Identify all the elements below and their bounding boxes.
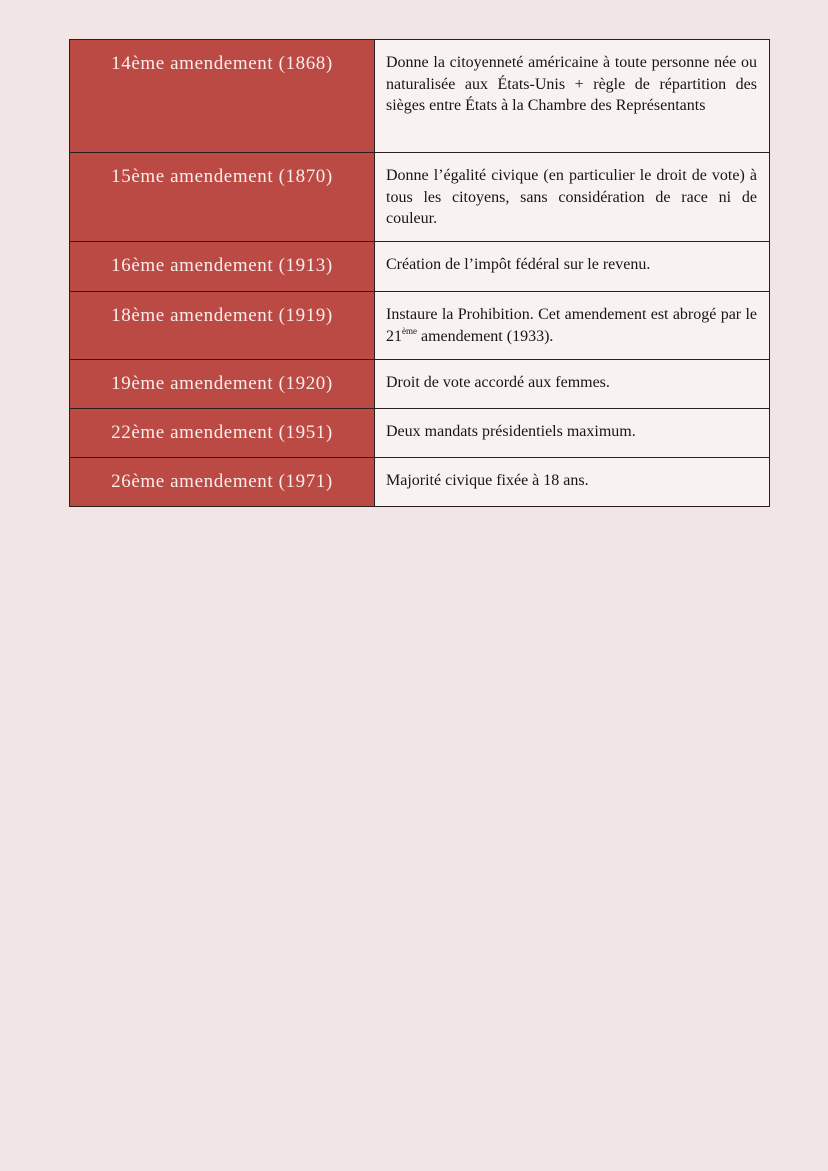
amendment-description: Droit de vote accordé aux femmes. bbox=[375, 360, 770, 409]
amendment-title: 19ème amendement (1920) bbox=[70, 360, 375, 409]
amendment-description: Donne la citoyenneté américaine à toute personne née ou naturalisée aux États-Unis + règle de répartition des sièges entre États à la Chambre des Représentants bbox=[375, 40, 770, 153]
amendment-title: 22ème amendement (1951) bbox=[70, 409, 375, 458]
amendment-description: Majorité civique fixée à 18 ans. bbox=[375, 458, 770, 507]
description-text: Instaure la Prohibition. Cet amendement est abrogé par le 21 bbox=[386, 306, 757, 345]
amendment-title: 18ème amendement (1919) bbox=[70, 292, 375, 360]
amendment-title: 14ème amendement (1868) bbox=[70, 40, 375, 153]
table-row bbox=[70, 292, 770, 360]
table-row bbox=[70, 153, 770, 242]
amendment-description: Création de l’impôt fédéral sur le revenu. bbox=[375, 242, 770, 292]
table-row bbox=[70, 242, 770, 292]
ordinal-suffix: ème bbox=[402, 325, 417, 336]
amendments-table bbox=[69, 39, 770, 507]
amendment-title: 15ème amendement (1870) bbox=[70, 153, 375, 242]
amendment-title: 26ème amendement (1971) bbox=[70, 458, 375, 507]
amendment-description bbox=[375, 292, 770, 360]
description-text: amendement (1933). bbox=[417, 327, 554, 345]
table-row bbox=[70, 40, 770, 153]
amendment-description: Deux mandats présidentiels maximum. bbox=[375, 409, 770, 458]
table-row bbox=[70, 360, 770, 409]
table-row bbox=[70, 409, 770, 458]
amendment-description: Donne l’égalité civique (en particulier le droit de vote) à tous les citoyens, sans considération de race ni de couleur. bbox=[375, 153, 770, 242]
amendment-title: 16ème amendement (1913) bbox=[70, 242, 375, 292]
table-row bbox=[70, 458, 770, 507]
